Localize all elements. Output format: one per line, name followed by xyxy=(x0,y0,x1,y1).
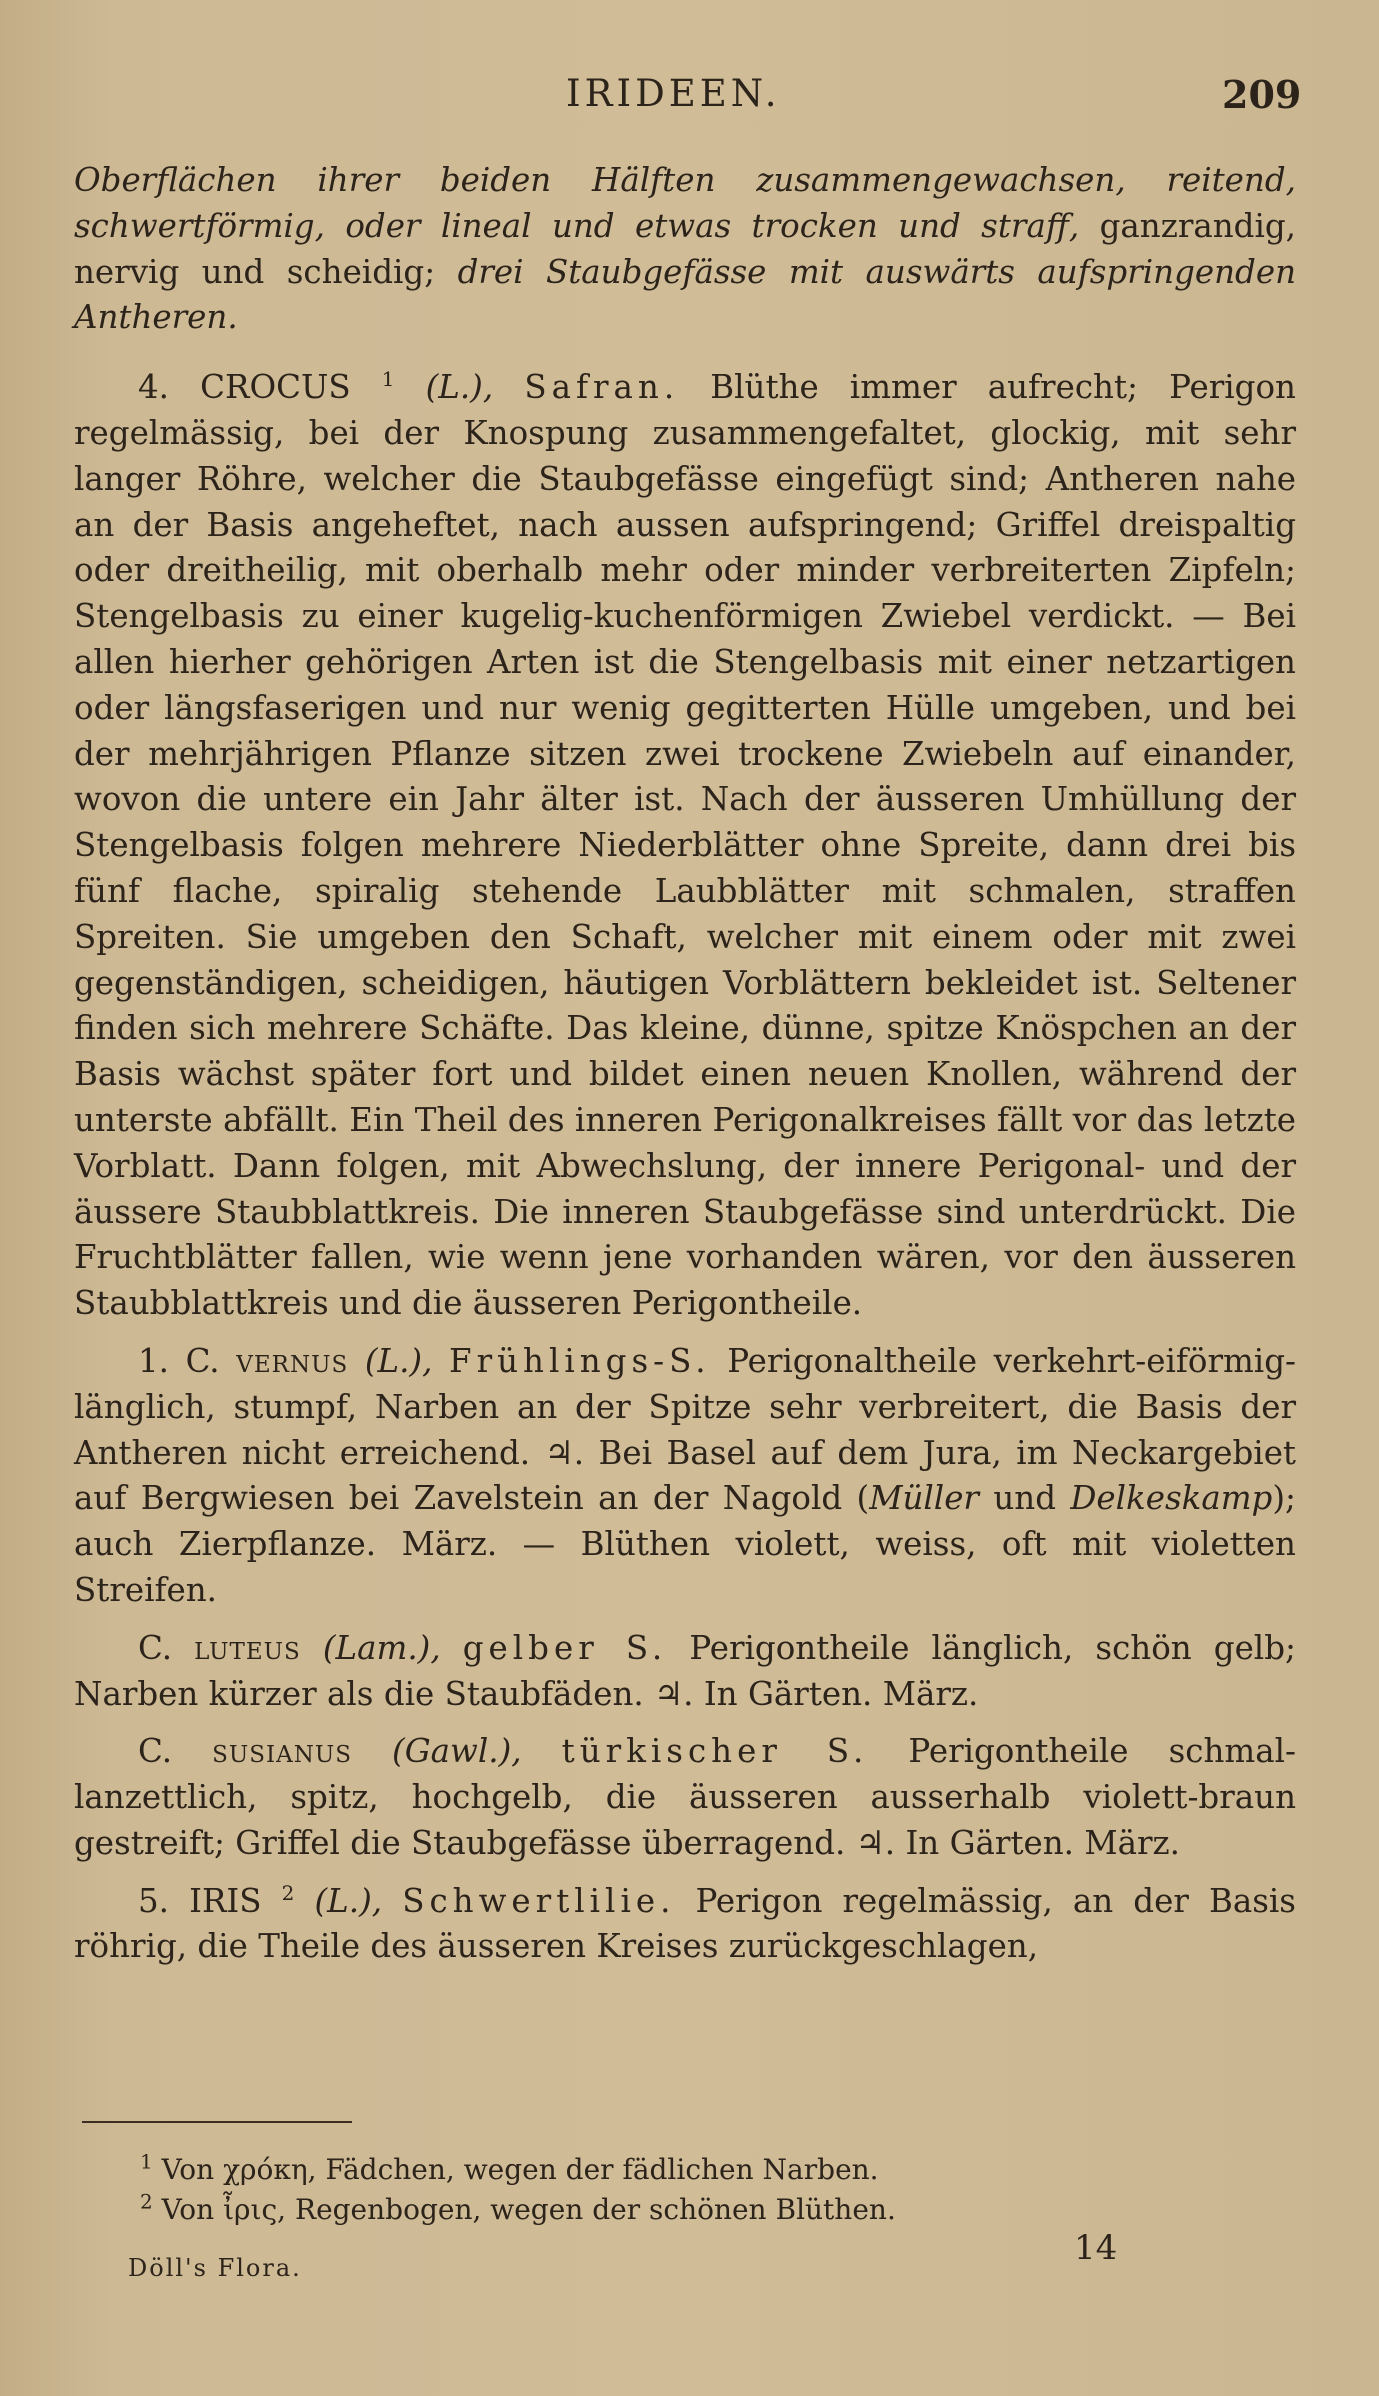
genus-iris xyxy=(74,1879,1296,1971)
luteus-name: luteus xyxy=(194,1628,301,1667)
crocus-number: 4. xyxy=(138,368,170,407)
genus-crocus xyxy=(74,365,1296,1327)
iris-number: 5. xyxy=(138,1881,170,1920)
vernus-text-3: ); auch Zierpflanze. März. — Blüthen violett, weiss, oft mit violetten Streifen. xyxy=(74,1479,1296,1609)
susianus-genus: C. xyxy=(138,1732,173,1771)
intro-roman: ganzrandig, nervig und scheidig; xyxy=(74,206,1296,291)
susianus-description: Perigontheile schmal-lanzettlich, spitz, hochgelb, die äusseren ausserhalb violett-braun gestreift; Griffel die Staubgefässe überragend. ♃. In Gärten. März. xyxy=(74,1732,1296,1862)
crocus-description: Blüthe immer aufrecht; Perigon regelmässig, bei der Knospung zusammengefaltet, glockig, mit sehr langer Röhre, welcher die Staubgefässe eingefügt sind; Antheren nahe an der Basis angeheftet, nach aussen aufspringend; Griffel dreispaltig oder dreitheilig, mit oberhalb mehr oder minder verbreiterten Zipfeln; Stengelbasis zu einer kugelig-kuchenförmigen Zwiebel verdickt. — Bei allen hierher gehörigen Arten ist die Stengelbasis mit einer netzartigen oder längsfaserigen und nur wenig gegitterten Hülle umgeben, und bei der mehrjährigen Pflanze sitzen zwei trockene Zwiebeln auf einander, wovon die untere ein Jahr älter ist. Nach der äusseren Umhüllung der Stengelbasis folgen mehrere Niederblätter ohne Spreite, dann drei bis fünf flache, spiralig stehende Laubblätter mit schmalen, straffen Spreiten. Sie umgeben den Schaft, welcher mit einem oder mit zwei gegenständigen, scheidigen, häutigen Vorblättern bekleidet ist. Seltener finden sich mehrere Schäfte. Das kleine, dünne, spitze Knöspchen an der Basis wächst später fort und bildet einen neuen Knollen, während der unterste abfällt. Ein Theil des inneren Perigonalkreises fällt vor das letzte Vorblatt. Dann folgen, mit Abwechslung, der innere Perigonal- und der äussere Staubblattkreis. Die inneren Staubgefässe sind unterdrückt. Die Fruchtblätter fallen, wie wenn jene vorhanden wären, vor den äusseren Staubblattkreis und die äusseren Perigontheile. xyxy=(74,368,1296,1323)
species-vernus xyxy=(74,1339,1296,1614)
iris-footnote-ref: 2 xyxy=(281,1880,295,1905)
susianus-name: susianus xyxy=(212,1732,352,1771)
iris-common-name: Schwertlilie. xyxy=(402,1881,676,1920)
luteus-common-name: gelber S. xyxy=(462,1628,668,1667)
crocus-name: CROCUS xyxy=(200,368,351,407)
footnote xyxy=(140,2150,896,2190)
crocus-footnote-ref: 1 xyxy=(381,367,395,392)
footnote-rule xyxy=(82,2121,352,2123)
vernus-collector-1: Müller xyxy=(869,1479,979,1518)
crocus-author: (L.), xyxy=(425,368,494,407)
footnote-text: Von ἶρις, Regenbogen, wegen der schönen Blüthen. xyxy=(161,2193,896,2226)
footnote xyxy=(140,2190,896,2230)
intro-italic-1: Oberflächen ihrer beiden Hälften zusammengewachsen, reitend, schwertförmig, oder lineal und etwas trocken und straff, xyxy=(74,161,1296,245)
luteus-author: (Lam.), xyxy=(322,1628,441,1667)
running-header xyxy=(0,72,1379,122)
vernus-common-name: Frühlings-S. xyxy=(449,1341,711,1380)
iris-name: IRIS xyxy=(189,1881,262,1920)
luteus-description: Perigontheile länglich, schön gelb; Narben kürzer als die Staubfäden. ♃. In Gärten. März. xyxy=(74,1628,1296,1713)
intro-paragraph xyxy=(74,158,1296,341)
vernus-text-1: Perigonaltheile verkehrt-eiförmig-länglich, stumpf, Narben an der Spitze sehr verbreitert, die Basis der Antheren nicht erreichend. ♃. Bei Basel auf dem Jura, im Neckargebiet auf Bergwiesen bei Zavelstein an der Nagold ( xyxy=(74,1341,1296,1518)
header-title: IRIDEEN. xyxy=(566,72,781,115)
footnote-text: Von χρόκη, Fädchen, wegen der fädlichen Narben. xyxy=(161,2153,879,2186)
intro-italic-2: drei Staubgefässe mit auswärts aufspringenden Antheren. xyxy=(74,252,1297,337)
gathering-number: 14 xyxy=(1074,2228,1118,2268)
susianus-common-name: türkischer S. xyxy=(561,1732,869,1771)
crocus-common-name: Safran. xyxy=(524,368,680,407)
vernus-text-2: und xyxy=(978,1479,1071,1518)
signature-mark: Döll's Flora. xyxy=(128,2254,302,2282)
vernus-collector-2: Delkeskamp xyxy=(1070,1479,1273,1518)
species-susianus xyxy=(74,1729,1296,1866)
footnotes xyxy=(140,2150,896,2230)
page-number: 209 xyxy=(1222,72,1302,117)
vernus-author: (L.), xyxy=(364,1341,433,1380)
vernus-name: vernus xyxy=(236,1341,349,1380)
species-luteus xyxy=(74,1626,1296,1718)
main-text xyxy=(74,158,1296,1970)
luteus-genus: C. xyxy=(138,1628,173,1667)
iris-description: Perigon regelmässig, an der Basis röhrig, die Theile des äusseren Kreises zurückgeschlagen, xyxy=(74,1881,1296,1966)
iris-author: (L.), xyxy=(314,1881,383,1920)
footnote-mark: 2 xyxy=(140,2189,153,2214)
susianus-author: (Gawl.), xyxy=(392,1732,522,1771)
vernus-number: 1. C. xyxy=(138,1341,220,1380)
footnote-mark: 1 xyxy=(140,2149,153,2174)
